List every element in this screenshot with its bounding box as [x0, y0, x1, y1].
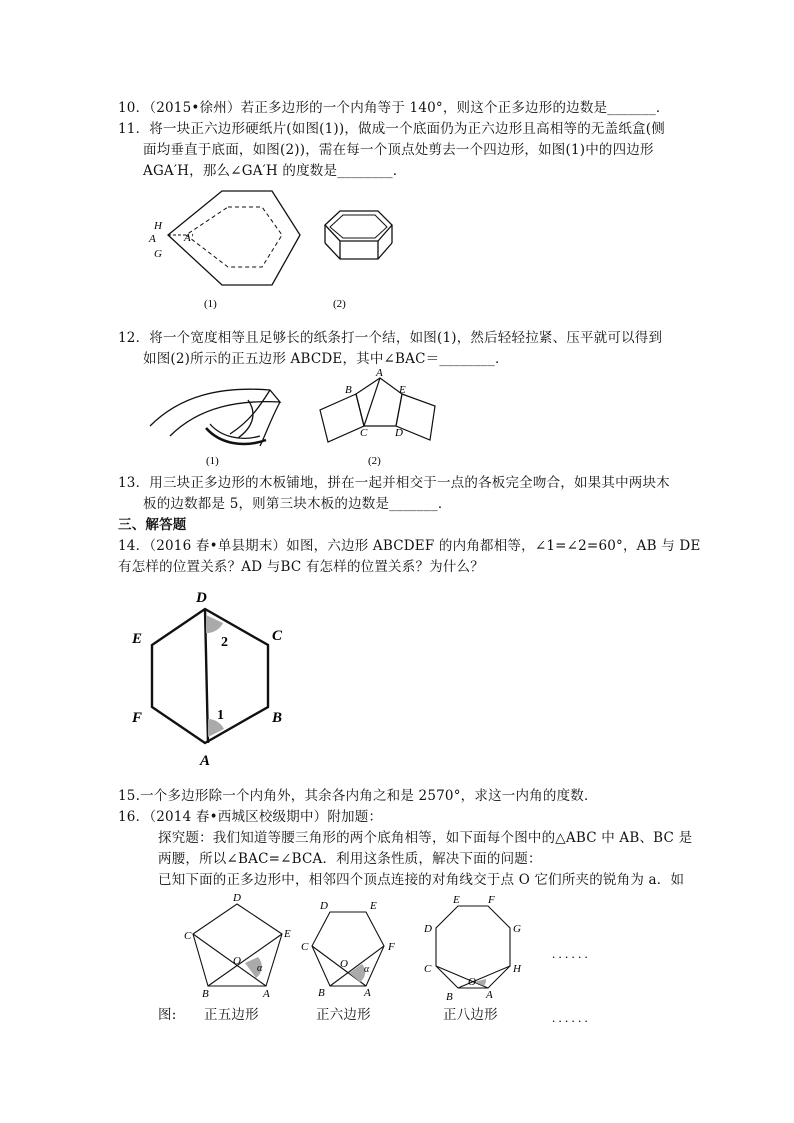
- figure-12: [140, 366, 460, 470]
- label-C: C: [360, 427, 368, 439]
- hex-label-E: E: [370, 900, 377, 912]
- oct-label-C: C: [424, 963, 432, 975]
- pent-label-O: O: [233, 955, 241, 967]
- label-E: E: [132, 631, 143, 647]
- pent-label-D: D: [233, 892, 241, 904]
- question-11-line-1: 11．将一块正六边形硬纸片(如图(1))，做成一个底面仍为正六边形且高相等的无盖纸盒(侧: [118, 121, 665, 137]
- question-14-line-1: 14．（2016 春•单县期末）如图，六边形 ABCDEF 的内角都相等，∠1=∠2=60°，AB 与 DE: [118, 538, 701, 554]
- continuation-dots-2: . . . . . .: [552, 1010, 588, 1025]
- label-A: A: [376, 367, 383, 379]
- hex-label-B: B: [318, 987, 325, 999]
- question-12-line-1: 12．将一个宽度相等且足够长的纸条打一个结，如图(1)，然后轻轻拉紧、压平就可以得到: [118, 330, 663, 346]
- pent-label-C: C: [184, 930, 192, 942]
- caption-1: (1): [204, 298, 217, 310]
- oct-label-B: B: [446, 991, 453, 1003]
- question-11-line-3: AGA′H，那么∠GA′H 的度数是________．: [143, 163, 407, 179]
- figure-label: 图:: [158, 1007, 177, 1023]
- figure-11: [140, 185, 420, 315]
- hex-label-A: A: [364, 987, 371, 999]
- label-G: G: [154, 248, 162, 260]
- hex-label-alpha: α: [364, 964, 370, 975]
- pent-label-A: A: [263, 988, 270, 1000]
- label-C: C: [272, 628, 283, 644]
- label-F: F: [132, 710, 143, 726]
- continuation-dots-1: . . . . . .: [552, 946, 588, 961]
- question-16-line-4: 已知下面的正多边形中，相邻四个顶点连接的对角线交于点 O 它们所夹的锐角为 a．如: [158, 872, 685, 888]
- oct-label-O: O: [468, 976, 476, 988]
- label-H: H: [154, 220, 162, 232]
- question-16-line-1: 16．（2014 春•西城区校级期中）附加题：: [118, 809, 383, 825]
- question-16-line-2: 探究题：我们知道等腰三角形的两个底角相等，如下面每个图中的△ABC 中 AB、BC 是: [158, 830, 693, 846]
- oct-label-A: A: [486, 989, 493, 1001]
- question-13-line-2: 板的边数都是 5，则第三块木板的边数是_______．: [143, 496, 452, 512]
- pent-label-B: B: [202, 988, 209, 1000]
- label-E: E: [399, 384, 406, 396]
- hex-label-D: D: [320, 900, 328, 912]
- caption-pentagon: 正五边形: [204, 1007, 259, 1023]
- caption-1: (1): [206, 455, 219, 467]
- oct-label-D: D: [424, 923, 432, 935]
- question-12-line-2: 如图(2)所示的正五边形 ABCDE，其中∠BAC＝________．: [143, 351, 509, 367]
- label-D: D: [196, 590, 207, 606]
- paper-knot: [150, 389, 280, 446]
- angle-2-label: 2: [221, 635, 228, 650]
- hex-label-O: O: [340, 958, 348, 970]
- caption-2: (2): [368, 455, 381, 467]
- caption-2: (2): [333, 298, 346, 310]
- oct-label-F: F: [488, 894, 495, 906]
- question-16-line-3: 两腰，所以∠BAC=∠BCA．利用这条性质，解决下面的问题：: [158, 851, 542, 867]
- pent-label-alpha: α: [257, 963, 263, 974]
- label-B: B: [345, 384, 352, 396]
- question-14-line-2: 有怎样的位置关系？AD 与BC 有怎样的位置关系？为什么？: [118, 559, 484, 575]
- caption-hexagon: 正六边形: [316, 1007, 371, 1023]
- label-A: A: [149, 233, 156, 245]
- question-15: 15.一个多边形除一个内角外，其余各内角之和是 2570°，求这一内角的度数．: [118, 788, 598, 804]
- question-13-line-1: 13．用三块正多边形的木板铺地，拼在一起并相交于一点的各板完全吻合，如果其中两块木: [118, 475, 670, 491]
- inner-hexagon: [186, 207, 282, 267]
- oct-label-E: E: [453, 894, 460, 906]
- angle-1-label: 1: [217, 708, 224, 723]
- question-10: 10．（2015•徐州）若正多边形的一个内角等于 140°，则这个正多边形的边数是_______．: [118, 100, 670, 116]
- label-A-prime: A′: [184, 232, 194, 244]
- question-11-line-2: 面均垂直于底面，如图(2))，需在每一个顶点处剪去一个四边形，如图(1)中的四边形: [143, 142, 654, 158]
- section-heading: 三、解答题: [118, 517, 187, 533]
- caption-octagon: 正八边形: [443, 1007, 498, 1023]
- pentagon-knot: [320, 378, 435, 442]
- oct-label-H: H: [513, 963, 521, 975]
- label-D: D: [395, 427, 403, 439]
- figure-14: [120, 585, 300, 770]
- regular-pentagon: [193, 904, 282, 986]
- label-A: A: [200, 753, 211, 769]
- oct-label-G: G: [513, 923, 521, 935]
- hex-label-C: C: [301, 941, 309, 953]
- hex-label-F: F: [388, 941, 395, 953]
- pent-label-E: E: [284, 928, 291, 940]
- hexagonal-box: [325, 211, 392, 259]
- regular-hexagon: [312, 912, 384, 986]
- label-B: B: [272, 710, 283, 726]
